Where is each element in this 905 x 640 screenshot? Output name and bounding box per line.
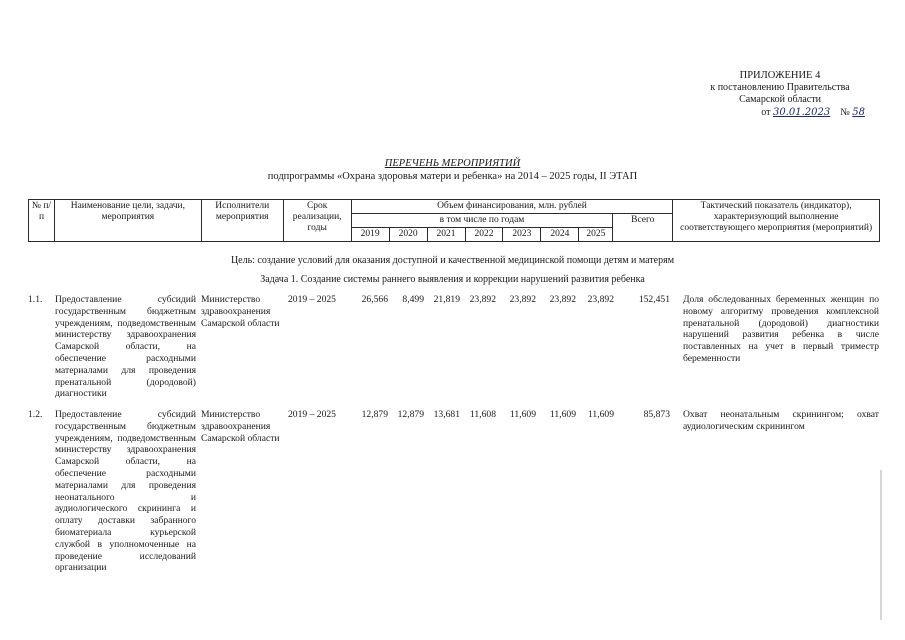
- row-total: 85,873: [643, 409, 670, 420]
- header-indicator: Тактический показатель (индикатор), характеризующий выполнение соответствующего мероприятия (мероприятий): [673, 200, 880, 242]
- row-value: 11,609: [509, 409, 536, 420]
- row-num: 1.2.: [28, 409, 43, 420]
- header-year: 2021: [427, 228, 465, 242]
- row-name: Предоставление субсидий государственным бюджетным учреждениям, подведомственным министерству здравоохранения Самарской области, на обеспечение расходными материалами для проведения неонатального и аудиологического скрининга и оплату доставки забранного биоматериала курьерской службой в уполномоченные на проведение исследований организации: [55, 409, 196, 574]
- number-prefix: №: [840, 107, 850, 118]
- date-prefix: от: [761, 107, 771, 118]
- header-funding: Объем финансирования, млн. рублей: [351, 200, 673, 214]
- appendix-block: [695, 70, 865, 119]
- row-value: 21,819: [433, 294, 460, 305]
- row-value: 23,892: [549, 294, 576, 305]
- header-year: 2019: [351, 228, 389, 242]
- header-year: 2023: [503, 228, 541, 242]
- row-executor: Министерство здравоохранения Самарской области: [201, 409, 280, 444]
- row-num: 1.1.: [28, 294, 43, 305]
- row-value: 11,609: [549, 409, 576, 420]
- appendix-line-3: Самарской области: [739, 94, 821, 105]
- row-value: 8,499: [402, 294, 424, 305]
- row-value: 12,879: [361, 409, 388, 420]
- row-total: 152,451: [638, 294, 670, 305]
- header-year: 2024: [541, 228, 579, 242]
- header-name: Наименование цели, задачи, мероприятия: [54, 200, 201, 242]
- goal-line: Цель: создание условий для оказания доступной и качественной медицинской помощи детям и матерям: [230, 255, 675, 266]
- header-period: Срок реализации, годы: [283, 200, 351, 242]
- header-year: 2022: [465, 228, 503, 242]
- header-by-years: в том числе по годам: [351, 214, 613, 228]
- document-subtitle: подпрограммы «Охрана здоровья матери и ребенка» на 2014 – 2025 годы, II ЭТАП: [267, 171, 638, 182]
- row-value: 23,892: [469, 294, 496, 305]
- row-value: 23,892: [509, 294, 536, 305]
- header-num: № п/п: [29, 200, 55, 242]
- scan-edge-artifact: [880, 470, 882, 620]
- row-value: 23,892: [587, 294, 614, 305]
- number-value: 58: [852, 107, 865, 118]
- date-value: 30.01.2023: [772, 107, 831, 118]
- table-row: [28, 294, 880, 404]
- row-value: 11,608: [469, 409, 496, 420]
- table-row: [28, 409, 880, 584]
- row-value: 13,681: [433, 409, 460, 420]
- table-header: [28, 199, 880, 242]
- document-title: ПЕРЕЧЕНЬ МЕРОПРИЯТИЙ: [384, 158, 521, 169]
- row-value: 12,879: [397, 409, 424, 420]
- header-total: Всего: [613, 214, 673, 242]
- row-value: 11,609: [587, 409, 614, 420]
- row-name: Предоставление субсидий государственным бюджетным учреждениям, подведомственным министерству здравоохранения Самарской области, на обеспечение расходными материалами для проведения пренатальной (дородовой) диагностики: [55, 294, 196, 400]
- header-year: 2020: [389, 228, 427, 242]
- header-executors: Исполнители мероприятия: [201, 200, 283, 242]
- header-year: 2025: [579, 228, 613, 242]
- document-title-block: [0, 157, 905, 183]
- row-period: 2019 – 2025: [288, 294, 336, 305]
- appendix-date-line: [695, 107, 865, 119]
- row-indicator: Охват неонатальным скринингом; охват аудиологическим скринингом: [683, 409, 879, 432]
- row-value: 26,566: [361, 294, 388, 305]
- row-period: 2019 – 2025: [288, 409, 336, 420]
- row-executor: Министерство здравоохранения Самарской области: [201, 294, 280, 329]
- appendix-line-2: к постановлению Правительства: [710, 82, 850, 93]
- appendix-title: ПРИЛОЖЕНИЕ 4: [739, 70, 821, 81]
- row-indicator: Доля обследованных беременных женщин по новому алгоритму проведения комплексной пренатальной (дородовой) диагностики нарушений развития ребенка в числе поставленных на учет в первый триместр беременности: [683, 294, 879, 364]
- task-line: Задача 1. Создание системы раннего выявления и коррекции нарушений развития ребенка: [260, 274, 645, 285]
